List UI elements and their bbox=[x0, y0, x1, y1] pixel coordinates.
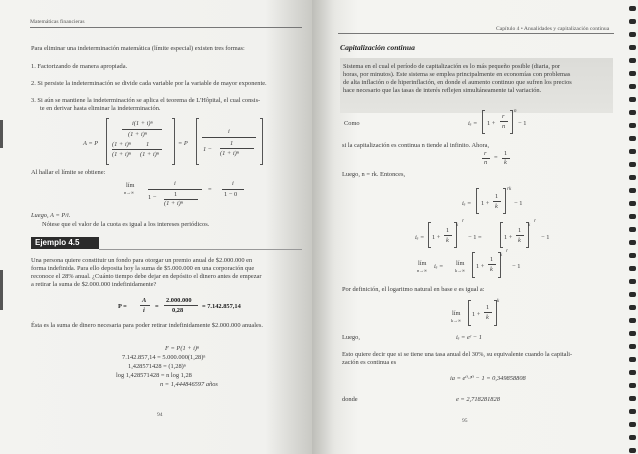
spiral-binding bbox=[628, 0, 638, 454]
limit-caption: Al hallar el límite se obtiene: bbox=[31, 169, 106, 176]
calc-line: log 1,428571428 = n log 1,28 bbox=[116, 372, 192, 379]
binding-hole bbox=[629, 175, 636, 180]
luego-label: Luego, bbox=[342, 334, 360, 341]
example-line: Una persona quiere constituir un fondo para otorgar un premio anual de $2.000.000 en bbox=[31, 257, 253, 264]
binding-hole bbox=[629, 84, 636, 89]
left-edge-mark bbox=[0, 270, 3, 310]
binding-hole bbox=[629, 162, 636, 167]
note-text: Nótese que el valor de la cuota es igual a los intereses periódicos. bbox=[42, 221, 210, 228]
continuous-text: si la capitalización es continua n tiende al infinito. Ahora, bbox=[342, 142, 490, 149]
calc-line: n = 1,444846597 años bbox=[160, 381, 218, 388]
example-line: a retirar la suma de $2.000.000 indefinidamente? bbox=[31, 281, 157, 288]
binding-hole bbox=[629, 45, 636, 50]
como-label: Como bbox=[344, 120, 360, 127]
intro-text: Para eliminar una indeterminación matemática (límite especial) existen tres formas: bbox=[31, 45, 245, 52]
binding-hole bbox=[629, 32, 636, 37]
binding-hole bbox=[629, 149, 636, 154]
example-line: reconoce el 28% anual. ¿Cuánto tiempo debe dejar en depósito el dinero antes de empezar bbox=[31, 273, 262, 280]
binding-hole bbox=[629, 318, 636, 323]
binding-hole bbox=[629, 188, 636, 193]
luego-text: Luego, n = rk. Entonces, bbox=[342, 171, 406, 178]
section-title: Capitalización continua bbox=[340, 43, 415, 52]
binding-hole bbox=[629, 448, 636, 453]
binding-hole bbox=[629, 19, 636, 24]
binding-hole bbox=[629, 201, 636, 206]
binding-hole bbox=[629, 357, 636, 362]
eq-continuous-rate: iₑ = eʳ − 1 bbox=[456, 334, 482, 341]
binding-hole bbox=[629, 266, 636, 271]
example-label: Ejemplo 4.5 bbox=[31, 237, 99, 249]
binding-hole bbox=[629, 279, 636, 284]
definition-line: de alta inflación o de hiperinflación, en donde el aumento continuo que sufren los precios bbox=[343, 79, 572, 86]
binding-hole bbox=[629, 331, 636, 336]
example-line: Esto quiere decir que si se tiene una tasa anual del 30%, su equivalente cuando la capitali- bbox=[342, 351, 573, 358]
running-header: Capítulo 4 • Anualidades y capitalización continua bbox=[496, 26, 610, 32]
header-rule bbox=[338, 33, 614, 34]
definition-line: Sistema en el cual el período de capitalización es lo más pequeño posible (diaria, por bbox=[343, 63, 561, 70]
list-item: 2. Si persiste la indeterminación se divide cada variable por la variable de mayor exponente. bbox=[31, 80, 267, 87]
binding-hole bbox=[629, 383, 636, 388]
binding-hole bbox=[629, 435, 636, 440]
binding-hole bbox=[629, 253, 636, 258]
header-rule bbox=[30, 27, 302, 28]
binding-hole bbox=[629, 136, 636, 141]
binding-hole bbox=[629, 422, 636, 427]
calc-line: F = P(1 + i)ⁿ bbox=[165, 345, 200, 352]
page-number: 95 bbox=[462, 418, 468, 424]
binding-hole bbox=[629, 97, 636, 102]
example-rule bbox=[99, 249, 302, 250]
binding-hole bbox=[629, 396, 636, 401]
list-item: 3. Si aún se mantiene la indeterminación se aplica el teorema de L'Hôpital, el cual consis- bbox=[31, 97, 261, 104]
donde-label: donde bbox=[342, 396, 358, 403]
eq-example: ia = e⁰·³⁰ − 1 = 0,349858808 bbox=[450, 375, 526, 382]
binding-hole bbox=[629, 110, 636, 115]
example-line: forma indefinida. Para ello deposita hoy la suma de $5.000.000 en una corporación que bbox=[31, 265, 255, 272]
binding-hole bbox=[629, 58, 636, 63]
binding-hole bbox=[629, 123, 636, 128]
calc-line: 7.142.857,14 = 5.000.000(1,28)ⁿ bbox=[122, 354, 206, 361]
page-number: 94 bbox=[157, 412, 163, 418]
binding-hole bbox=[629, 370, 636, 375]
left-edge-mark bbox=[0, 120, 3, 148]
example-line: zación es continua es bbox=[342, 359, 397, 366]
binding-hole bbox=[629, 409, 636, 414]
binding-hole bbox=[629, 71, 636, 76]
eq-e-value: e = 2,718281828 bbox=[456, 396, 500, 403]
binding-hole bbox=[629, 6, 636, 11]
result-text: Luego, A = P/i. bbox=[31, 212, 71, 219]
binding-hole bbox=[629, 292, 636, 297]
definition-line: hace necesario que las tasas de interés reflejen simultáneamente tal variación. bbox=[343, 87, 542, 94]
binding-hole bbox=[629, 240, 636, 245]
running-header: Matemáticas financieras bbox=[30, 19, 85, 25]
binding-hole bbox=[629, 214, 636, 219]
calc-line: 1,428571428 = (1,28)ⁿ bbox=[128, 363, 186, 370]
binding-hole bbox=[629, 305, 636, 310]
list-item: 1. Factorizando de manera apropiada. bbox=[31, 63, 128, 70]
binding-hole bbox=[629, 344, 636, 349]
list-item: te en derivar hasta eliminar la indeterminación. bbox=[40, 105, 161, 112]
binding-hole bbox=[629, 227, 636, 232]
definition-text: Por definición, el logaritmo natural en base e es igual a: bbox=[342, 286, 485, 293]
sum-text: Ésta es la suma de dinero necesaria para poder retirar indefinidamente $2.000.000 anuales. bbox=[31, 322, 263, 329]
definition-line: horas, por minutos). Este sistema se emplea principalmente en economías con problemas bbox=[343, 71, 571, 78]
left-page: Matemáticas financieras Para eliminar una indeterminación matemática (límite especial) existen tres formas: 1. Factorizando de manera apropiada. 2. Si persiste la indeterminación se divide cada variable por la variable de mayor exponente. 3. Si aún se mantiene la indeterminación se aplica el teorema de L'Hôpital, el cual consis- te en derivar hasta eliminar la indeterminación. A = P i(1 + i)ⁿ (1 + i)ⁿ (1 + i)ⁿ 1 (1 + i)ⁿ (1 + i)ⁿ = P i 1 − 1 (1 + i)ⁿ Al hallar el límite se obtiene: lím n→∞ i 1 − 1 (1 + i)ⁿ = i 1 − 0 Luego, A = P/i. Nótese que el valor de la cuota es igual a los intereses periódicos. Ejemplo 4.5 Una persona quiere constituir un fondo para otorgar un premio anual de $2.000.000 en forma indefinida. Para ello deposita hoy la suma de $5.000.000 en una corporación que reconoce el 28% anual. ¿Cuánto tiempo debe dejar en depósito el dinero antes de empezar a retirar la suma de $2.000.000 indefinidamente? P = A i = 2.000.000 0,28 = 7.142.857,14 Ésta es la suma de dinero necesaria para poder retirar indefinidamente $2.000.000 anuales. F = P(1 + i)ⁿ 7.142.857,14 = 5.000.000(1,28)ⁿ 1,428571428 = (1,28)ⁿ log 1,428571428 = n log 1,28 n = 1,444846597 años 94 bbox=[0, 0, 312, 454]
